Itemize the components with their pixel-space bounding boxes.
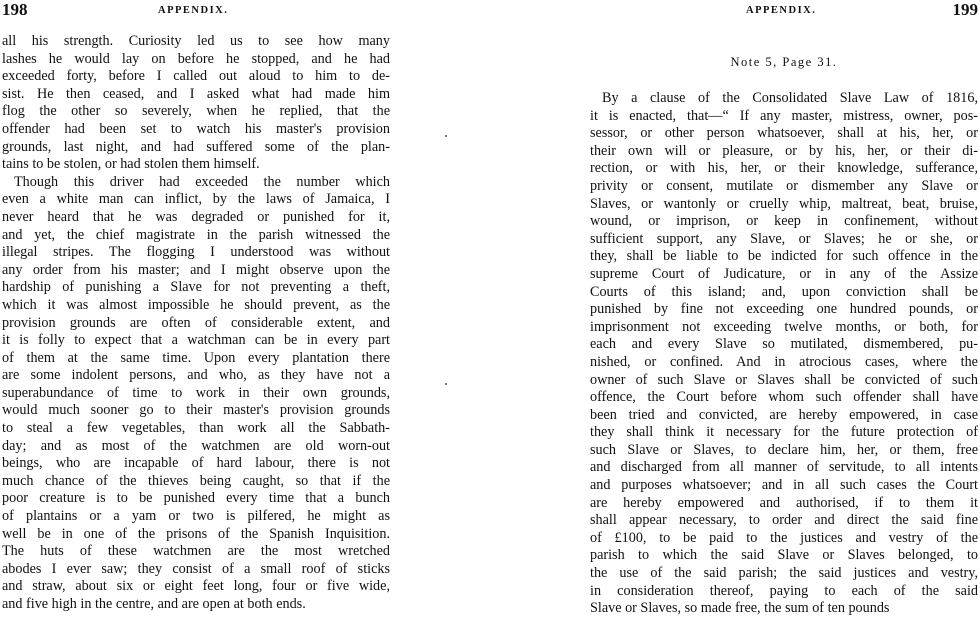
text-line: rection, or with his, her, or their knowledge, sufferance, — [590, 160, 978, 177]
text-line: abodes I ever saw; they consist of a small roof of sticks — [2, 560, 390, 577]
text-line: and discharged from all manner of servitude, to all intents — [590, 459, 978, 476]
text-line: such Slave or Slaves, to declare him, her, or them, free — [590, 441, 978, 458]
text-line: lashes he would lay on before he stopped, and he had — [2, 50, 390, 67]
right-page-number: 199 — [952, 0, 978, 19]
text-line: they shall think it necessary for the future protection of — [590, 424, 978, 441]
text-line: even a white man can inflict, by the laws of Jamaica, I — [2, 191, 390, 208]
text-line: sessor, or other person whatsoever, shall at his, her, or — [590, 125, 978, 142]
text-line: of £100, to be paid to the justices and vestry of the — [590, 529, 978, 546]
left-page-number: 198 — [2, 0, 28, 19]
right-running-head: APPENDIX. — [746, 5, 817, 16]
right-page-header — [588, 0, 980, 22]
text-line: sufficient support, any Slave, or Slaves; he or she, or — [590, 230, 978, 247]
text-line: wound, or imprison, or keep in confinement, without — [590, 213, 978, 230]
text-line: grounds, last night, and had suffered some of the plan- — [2, 138, 390, 155]
text-line: Though this driver had exceeded the number which — [14, 173, 390, 190]
text-line: beings, who are incapable of hard labour, there is not — [2, 455, 390, 472]
text-line: privity or consent, mutilate or dismember any Slave or — [590, 177, 978, 194]
left-running-head: APPENDIX. — [158, 5, 229, 16]
left-page-header — [0, 0, 392, 22]
text-line: are hereby empowered and authorised, if to them it — [590, 494, 978, 511]
text-line: Slave or Slaves, so made free, the sum of ten pounds — [590, 600, 890, 617]
text-line: owner of such Slave or Slaves shall be convicted of such — [590, 371, 978, 388]
right-page-body — [590, 90, 978, 618]
gutter-speck — [445, 383, 447, 385]
text-line: and purposes whatsoever; and in all such cases the Court — [590, 477, 978, 494]
text-line: and yet, the chief magistrate in the parish witnessed the — [2, 226, 390, 243]
text-line: superabundance of time to work in their own grounds, — [2, 384, 390, 401]
text-line: any order from his master; and I might observe upon the — [2, 261, 390, 278]
text-line: offence, the Court before whom such offender shall have — [590, 389, 978, 406]
text-line: illegal stripes. The flogging I understood was without — [2, 244, 390, 261]
text-line: The huts of these watchmen are the most wretched — [2, 543, 390, 560]
text-line: to steal a few vegetables, than work all the Sabbath- — [2, 420, 390, 437]
text-line: which it was almost impossible he should prevent, as the — [2, 296, 390, 313]
text-line: and five high in the centre, and are open at both ends. — [2, 596, 306, 612]
text-line: they, shall be liable to be indicted for such offence in the — [590, 248, 978, 265]
text-line: of plantains or a yam or two is pilfered, he might as — [2, 508, 390, 525]
left-page-body — [2, 33, 390, 614]
text-line: exceeded forty, before I called out aloud to him to de- — [2, 68, 390, 85]
text-line: parish to which the said Slave or Slaves belonged, to — [590, 547, 978, 564]
text-line: never heard that he was degraded or punished for it, — [2, 208, 390, 225]
text-line: the use of the said parish; the said justices and vestry, — [590, 565, 978, 582]
text-line: been tried and convicted, are hereby empowered, in case — [590, 406, 978, 423]
text-line: and straw, about six or eight feet long, four or five wide, — [2, 578, 390, 595]
text-line: all his strength. Curiosity led us to see how many — [2, 33, 390, 49]
gutter-speck — [445, 135, 447, 137]
text-line: Slaves, or wantonly or cruelly whip, maltreat, beat, bruise, — [590, 195, 978, 212]
text-line: By a clause of the Consolidated Slave Law of 1816, — [602, 90, 978, 106]
text-line: sist. He then ceased, and I asked what had made him — [2, 85, 390, 102]
text-line: tains to be stolen, or had stolen them himself. — [2, 156, 260, 173]
text-line: would much sooner go to their master's provision grounds — [2, 402, 390, 419]
text-line: provision grounds are often of considerable extent, and — [2, 314, 390, 331]
text-line: it is folly to expect that a watchman can be in every part — [2, 332, 390, 349]
text-line: in consideration thereof, paying to each of the said — [590, 582, 978, 599]
text-line: nished, or confined. And in atrocious cases, where the — [590, 353, 978, 370]
text-line: day; and as most of the watchmen are old worn-out — [2, 437, 390, 454]
text-line: Courts of this island; and, upon conviction shall be — [590, 283, 978, 300]
right-page — [588, 0, 980, 634]
text-line: their own will or pleasure, or by his, her, or their di- — [590, 142, 978, 159]
text-line: much chance of the thieves being caught, so that if the — [2, 472, 390, 489]
text-line: it is enacted, that—“ If any master, mistress, owner, pos- — [590, 107, 978, 124]
text-line: well be in one of the prisons of the Spanish Inquisition. — [2, 525, 390, 542]
text-line: poor creature is to be punished every time that a bunch — [2, 490, 390, 507]
text-line: are some indolent persons, and who, as they have not a — [2, 367, 390, 384]
text-line: hardship of punishing a Slave for not preventing a theft, — [2, 279, 390, 296]
text-line: each and every Slave so mutilated, dismembered, pu- — [590, 336, 978, 353]
text-line: flog the other so severely, when he replied, that the — [2, 103, 390, 120]
left-page — [0, 0, 392, 634]
text-line: supreme Court of Judicature, or in any of the Assize — [590, 265, 978, 282]
text-line: shall appear necessary, to order and direct the said fine — [590, 512, 978, 529]
text-line: imprisonment not exceeding twelve months, or both, for — [590, 318, 978, 335]
text-line: offender had been set to watch his master's provision — [2, 120, 390, 137]
text-line: punished by fine not exceeding one hundred pounds, or — [590, 301, 978, 318]
text-line: of them at the same time. Upon every plantation there — [2, 349, 390, 366]
note-heading: Note 5, Page 31. — [730, 55, 838, 69]
